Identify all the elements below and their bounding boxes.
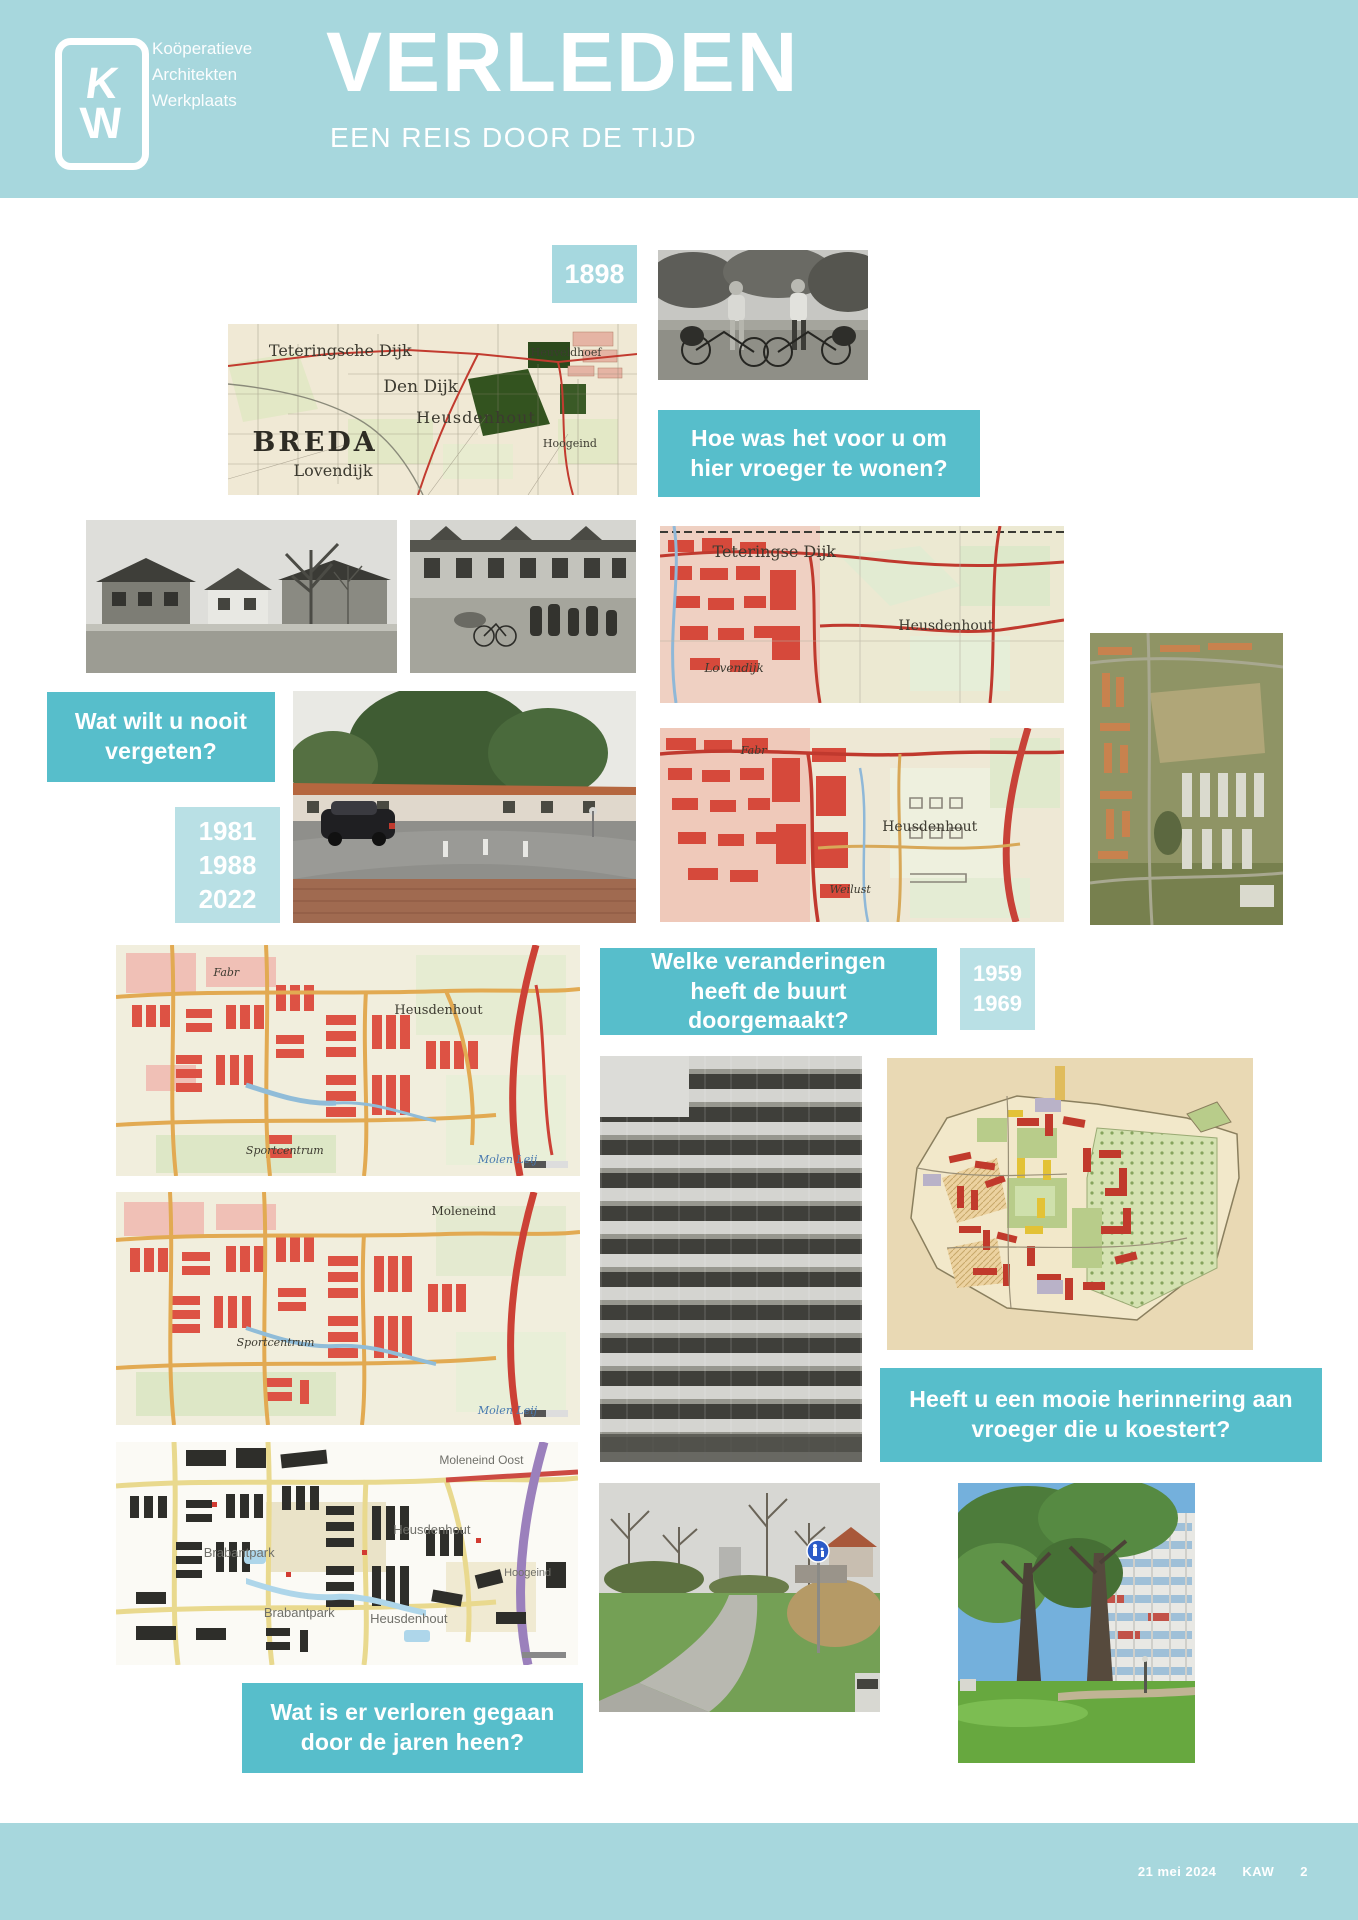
photo-street-bw (410, 520, 636, 673)
photo-houses-artwork (86, 520, 397, 673)
photo-apartment-facade-bw (600, 1056, 862, 1462)
year-1898-text: 1898 (564, 258, 625, 289)
question-box-5 (242, 1683, 583, 1773)
map-1898-label-breda: BREDA (252, 426, 378, 458)
org-name (152, 36, 252, 114)
question-1-text: Hoe was het voor u om hier vroeger te wonen? (690, 424, 948, 481)
footer-page-number: 2 (1300, 1864, 1308, 1879)
map-1959-label-lovendijk: Lovendijk (704, 660, 764, 675)
question-box-2 (47, 692, 275, 782)
question-2-text: Wat wilt u nooit vergeten? (74, 708, 248, 764)
map-1981-label-sportcentrum: Sportcentrum (245, 1143, 324, 1157)
map-1959-label-teteringse-dijk: Teteringse Dijk (712, 541, 836, 561)
map-2022-label-heusdenhout-1: Heusdenhout (393, 1522, 471, 1538)
year-1981-text: 1981 (198, 816, 257, 846)
photo-park-path-artwork (599, 1483, 880, 1712)
footer-org: KAW (1242, 1864, 1275, 1879)
question-box-3 (600, 948, 937, 1035)
question-box-4 (880, 1368, 1322, 1462)
map-1959-label-heusdenhout: Heusdenhout (898, 618, 994, 635)
question-box-1 (658, 410, 980, 497)
photo-trees-flats-artwork (958, 1483, 1195, 1763)
map-1988 (116, 1192, 580, 1425)
map-2022-label-hoogeind: Hoogeind (504, 1566, 552, 1579)
photo-houses-bw (86, 520, 397, 673)
map-1898-label-teteringsche-dijk: Teteringsche Dijk (268, 341, 412, 361)
photo-roundabout-artwork (293, 691, 636, 923)
map-1898-label-hoogeind: Hoogeind (542, 436, 597, 450)
map-1969 (660, 728, 1064, 922)
question-3-text: Welke veranderingen heeft de buurt doorgemaakt? (651, 947, 886, 1034)
question-4-text: Heeft u een mooie herinnering aan vroeger die u koestert? (909, 1386, 1293, 1442)
map-1981-artwork (116, 945, 580, 1176)
org-line-1: Koöperatieve (152, 39, 253, 58)
photo-cyclists-artwork (658, 250, 868, 380)
map-1969-label-weilust: Weilust (829, 883, 871, 897)
map-1981 (116, 945, 580, 1176)
footer-band (0, 1823, 1358, 1920)
page-subtitle: EEN REIS DOOR DE TIJD (330, 122, 698, 153)
logo-letter-k: K (82, 58, 122, 108)
year-1969-text: 1969 (973, 991, 1022, 1016)
plan-drawing-artwork (887, 1058, 1253, 1350)
map-1981-label-heusdenhout: Heusdenhout (394, 1002, 483, 1018)
map-1988-label-molen-leij: Molen Leij (477, 1404, 538, 1418)
map-2022-artwork (116, 1442, 578, 1665)
map-1981-label-molen-leij: Molen Leij (477, 1152, 538, 1166)
logo-letter-w: W (78, 99, 126, 148)
map-1898-label-heusdenhout: Heusdenhout (416, 407, 536, 427)
photo-aerial (1090, 633, 1283, 925)
plan-drawing-1959-1969 (887, 1058, 1253, 1350)
map-1898-label-den-dijk: Den Dijk (383, 377, 459, 397)
photo-street-artwork (410, 520, 636, 673)
photo-park-path-color (599, 1483, 880, 1712)
map-1988-label-sportcentrum: Sportcentrum (236, 1336, 315, 1350)
year-2022-text: 2022 (198, 884, 257, 914)
photo-aerial-artwork (1090, 633, 1283, 925)
map-1898 (228, 324, 637, 495)
year-label-1898 (552, 245, 637, 303)
photo-cyclists-bw (658, 250, 868, 380)
map-1988-artwork (116, 1192, 580, 1425)
facade-sky (600, 1056, 689, 1117)
year-label-1959-1969 (960, 948, 1035, 1030)
photo-roundabout-color (293, 691, 636, 923)
map-1981-label-fabr: Fabr (213, 965, 240, 979)
footer-date: 21 mei 2024 (1137, 1864, 1217, 1879)
year-1959-text: 1959 (973, 961, 1022, 986)
map-2022 (116, 1442, 578, 1665)
year-1988-text: 1988 (198, 850, 257, 880)
map-1988-label-moleneind: Moleneind (431, 1203, 497, 1218)
kaw-logo-icon (55, 38, 149, 170)
map-1959 (660, 526, 1064, 703)
map-1969-label-heusdenhout: Heusdenhout (882, 819, 978, 836)
map-2022-label-brabantpark-1: Brabantpark (203, 1544, 275, 1560)
page-title: VERLEDEN (326, 15, 800, 109)
map-2022-label-moleneind-oost: Moleneind Oost (439, 1453, 524, 1468)
map-1898-label-lovendijk: Lovendijk (293, 460, 373, 480)
map-1969-label-fabr: Fabr (740, 743, 767, 757)
map-1898-label-heuveldhoef: Heuveldhoef (530, 346, 602, 360)
map-2022-label-brabantpark-2: Brabantpark (263, 1604, 335, 1620)
org-line-2: Architekten (152, 65, 238, 84)
org-line-3: Werkplaats (152, 91, 237, 110)
facade-trees (600, 1434, 862, 1462)
photo-trees-flats-color (958, 1483, 1195, 1763)
question-5-text: Wat is er verloren gegaan door de jaren heen? (270, 1699, 555, 1755)
header-band (0, 0, 1358, 198)
map-2022-label-heusdenhout-2: Heusdenhout (370, 1611, 448, 1627)
year-label-1981-1988-2022 (175, 807, 280, 923)
